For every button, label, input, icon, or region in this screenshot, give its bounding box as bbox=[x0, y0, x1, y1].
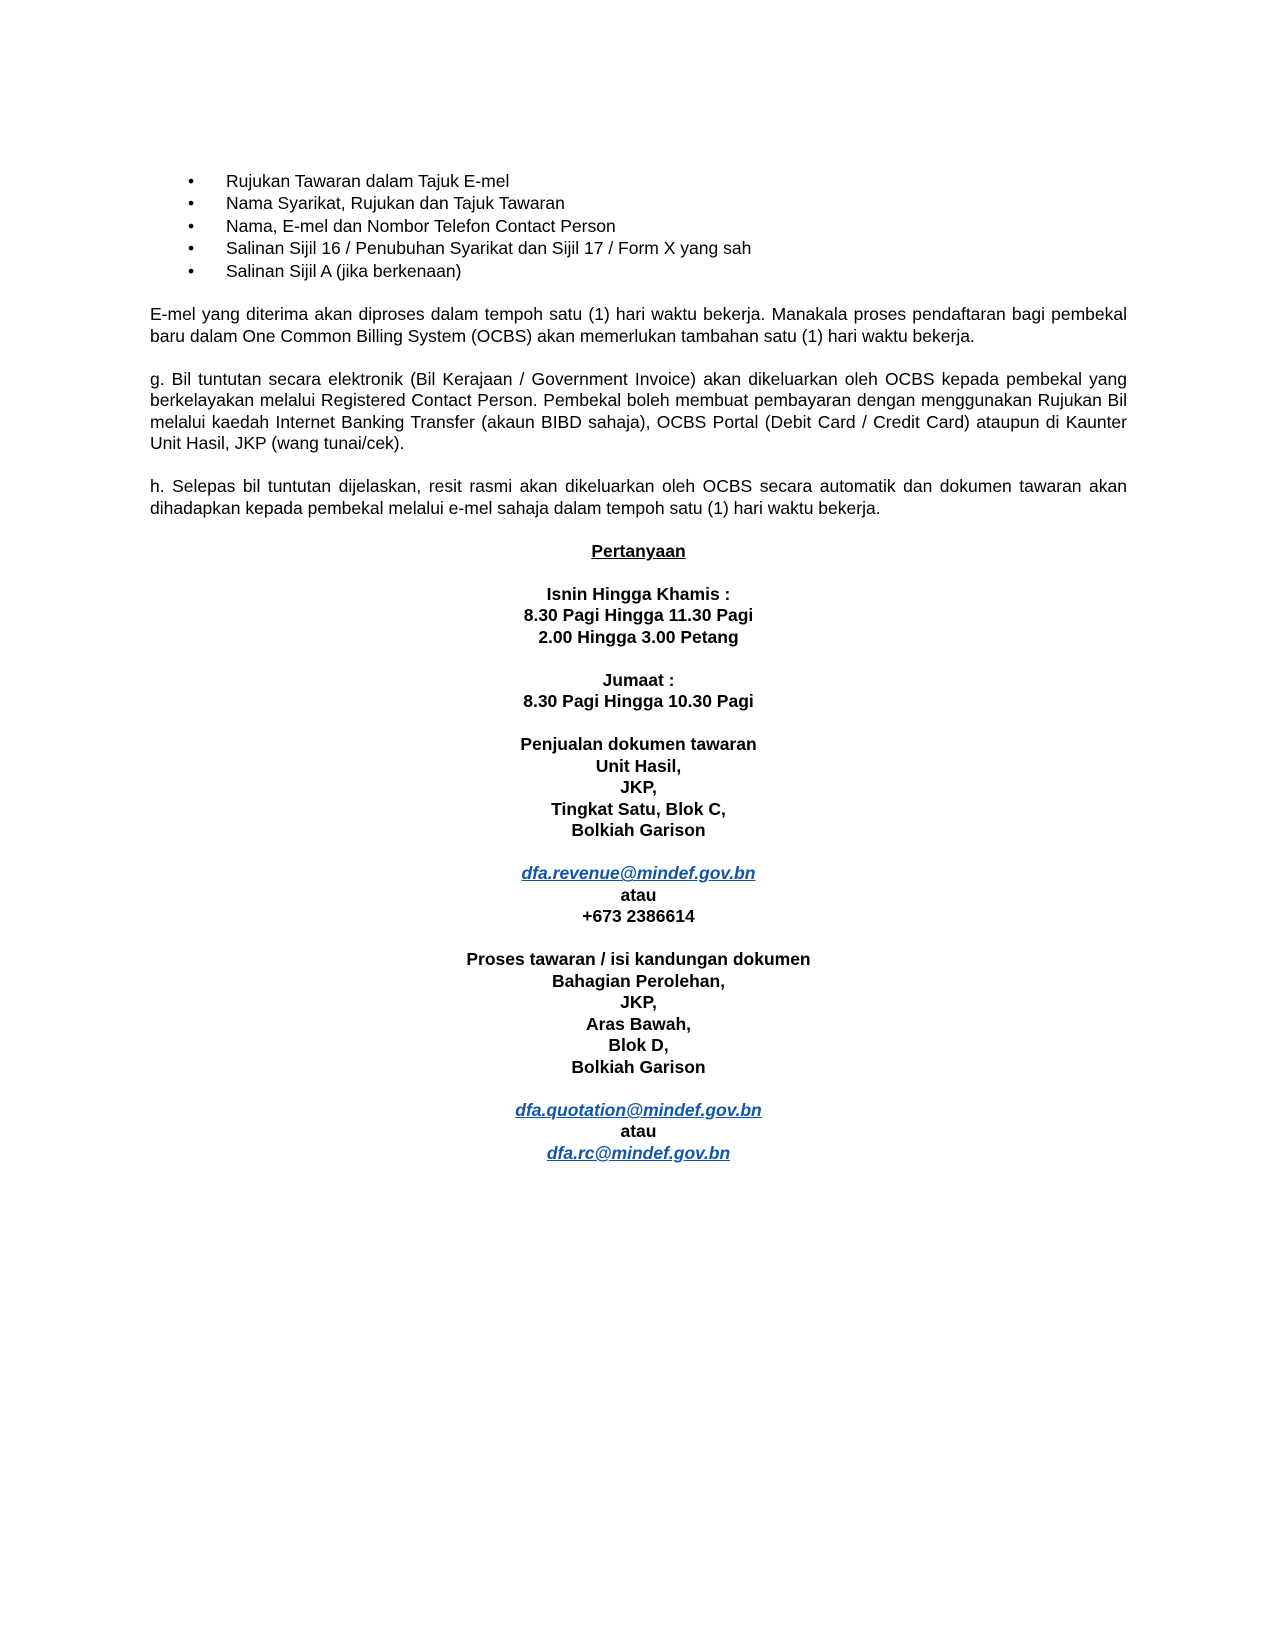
bullet-icon: • bbox=[188, 238, 195, 259]
enquiry-title: Pertanyaan bbox=[591, 540, 686, 561]
weekday-label: Isnin Hingga Khamis : bbox=[546, 583, 731, 604]
procurement-location: Bolkiah Garison bbox=[571, 1056, 706, 1077]
processing-paragraph: E-mel yang diterima akan diproses dalam tempoh satu (1) hari waktu bekerja. Manakala proses pendaftaran bagi pembekal baru dalam One Common Billing System (OCBS) akan memerlukan tambahan satu (1) hari waktu bekerja. bbox=[150, 304, 1127, 346]
paragraph-h: h. Selepas bil tuntutan dijelaskan, resit rasmi akan dikeluarkan oleh OCBS secara automatik dan dokumen tawaran akan dihadapkan kepada pembekal melalui e-mel sahaja dalam tempoh satu (1) hari waktu bekerja. bbox=[150, 476, 1127, 518]
paragraph-g: g. Bil tuntutan secara elektronik (Bil Kerajaan / Government Invoice) akan dikeluarkan oleh OCBS kepada pembekal yang berkelayakan melalui Registered Contact Person. Pembekal boleh membuat pembayaran dengan menggunakan Rujukan Bil melalui kaedah Internet Banking Transfer (akaun BIBD sahaja), OCBS Portal (Debit Card / Credit Card) ataupun di Kaunter Unit Hasil, JKP (wang tunai/cek). bbox=[150, 368, 1127, 454]
rc-email-link[interactable]: dfa.rc@mindef.gov.bn bbox=[546, 1142, 731, 1163]
bullet-icon: • bbox=[188, 215, 195, 236]
sales-phone: +673 2386614 bbox=[582, 906, 695, 927]
quotation-email-link[interactable]: dfa.quotation@mindef.gov.bn bbox=[515, 1099, 762, 1120]
list-item: • Rujukan Tawaran dalam Tajuk E-mel bbox=[188, 171, 510, 191]
bullet-icon: • bbox=[188, 193, 195, 214]
sales-unit: Unit Hasil, bbox=[595, 755, 682, 776]
procurement-block: Blok D, bbox=[608, 1035, 669, 1056]
revenue-email-link[interactable]: dfa.revenue@mindef.gov.bn bbox=[521, 863, 756, 884]
weekday-afternoon-hours: 2.00 Hingga 3.00 Petang bbox=[538, 626, 739, 647]
sales-heading: Penjualan dokumen tawaran bbox=[520, 734, 757, 755]
sales-dept: JKP, bbox=[620, 777, 657, 798]
sales-floor: Tingkat Satu, Blok C, bbox=[551, 798, 726, 819]
bullet-icon: • bbox=[188, 171, 195, 191]
friday-hours: 8.30 Pagi Hingga 10.30 Pagi bbox=[523, 691, 754, 712]
sales-location: Bolkiah Garison bbox=[571, 820, 706, 841]
friday-label: Jumaat : bbox=[602, 669, 675, 690]
document-page bbox=[150, 171, 1127, 1164]
list-item: • Nama Syarikat, Rujukan dan Tajuk Tawaran bbox=[188, 193, 565, 214]
weekday-morning-hours: 8.30 Pagi Hingga 11.30 Pagi bbox=[523, 605, 754, 626]
procurement-dept: JKP, bbox=[620, 992, 657, 1013]
procurement-division: Bahagian Perolehan, bbox=[551, 970, 726, 991]
list-item: • Nama, E-mel dan Nombor Telefon Contact Person bbox=[188, 215, 616, 236]
procurement-or: atau bbox=[620, 1121, 657, 1142]
list-item: • Salinan Sijil 16 / Penubuhan Syarikat dan Sijil 17 / Form X yang sah bbox=[188, 238, 752, 259]
procurement-floor: Aras Bawah, bbox=[585, 1013, 692, 1034]
enquiry-section bbox=[150, 541, 1127, 1165]
bullet-icon: • bbox=[188, 260, 195, 281]
list-item: • Salinan Sijil A (jika berkenaan) bbox=[188, 260, 462, 281]
sales-or: atau bbox=[620, 884, 657, 905]
procurement-heading: Proses tawaran / isi kandungan dokumen bbox=[466, 949, 811, 970]
requirements-list bbox=[150, 171, 1127, 283]
